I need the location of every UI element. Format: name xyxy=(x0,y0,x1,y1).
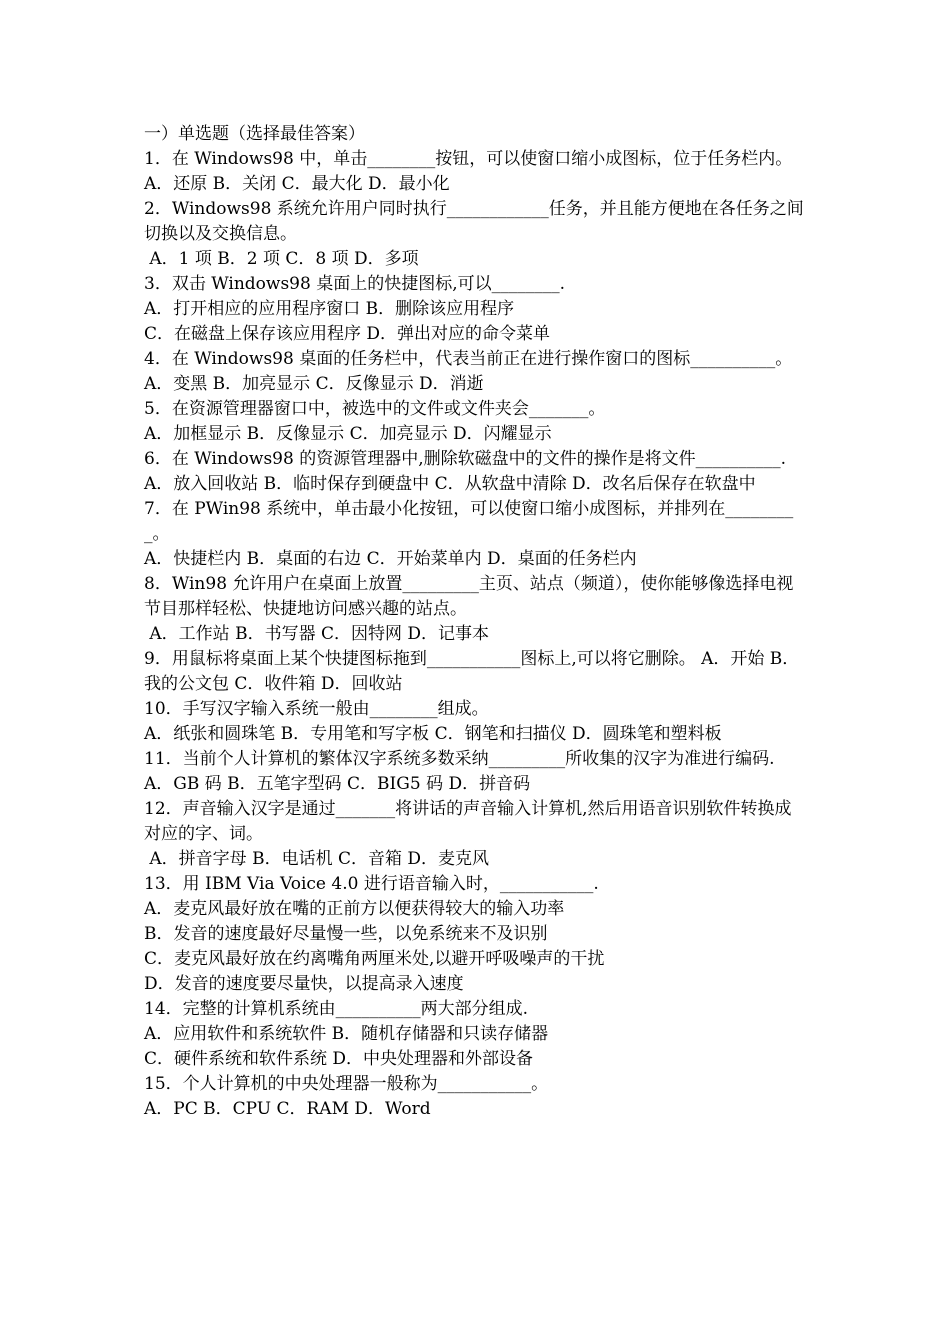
question-1-options: A．还原 B．关闭 C．最大化 D．最小化 xyxy=(144,174,450,194)
question-2-options: A．1 项 B．2 项 C．8 项 D．多项 xyxy=(144,249,419,269)
question-7: 7．在 PWin98 系统中，单击最小化按钮，可以使窗口缩小成图标，并排列在_________。 xyxy=(144,499,794,544)
question-7-options: A．快捷栏内 B．桌面的右边 C．开始菜单内 D．桌面的任务栏内 xyxy=(144,549,637,569)
document-body xyxy=(144,122,808,1122)
question-10-options: A．纸张和圆珠笔 B．专用笔和写字板 C．钢笔和扫描仪 D．圆珠笔和塑料板 xyxy=(144,724,722,744)
question-13-option-d: D．发音的速度要尽量快，以提高录入速度 xyxy=(144,974,464,994)
question-12-options: A．拼音字母 B．电话机 C．音箱 D．麦克风 xyxy=(144,849,490,869)
question-4: 4．在 Windows98 桌面的任务栏中，代表当前正在进行操作窗口的图标__________。 xyxy=(144,349,793,369)
question-1: 1．在 Windows98 中，单击________按钮，可以使窗口缩小成图标，位于任务栏内。 xyxy=(144,149,793,169)
question-5-options: A．加框显示 B．反像显示 C．加亮显示 D．闪耀显示 xyxy=(144,424,552,444)
question-14-options-cd: C．硬件系统和软件系统 D．中央处理器和外部设备 xyxy=(144,1049,534,1069)
question-14-options-ab: A．应用软件和系统软件 B．随机存储器和只读存储器 xyxy=(144,1024,549,1044)
question-15: 15．个人计算机的中央处理器一般称为___________。 xyxy=(144,1074,549,1094)
question-10: 10．手写汉字输入系统一般由________组成。 xyxy=(144,699,489,719)
question-12: 12．声音输入汉字是通过_______将讲话的声音输入计算机,然后用语音识别软件转换成对应的字、词。 xyxy=(144,799,792,844)
section-heading: 一）单选题（选择最佳答案） xyxy=(144,124,365,144)
question-3: 3．双击 Windows98 桌面上的快捷图标,可以________. xyxy=(144,274,566,294)
question-5: 5．在资源管理器窗口中，被选中的文件或文件夹会_______。 xyxy=(144,399,606,419)
question-6: 6．在 Windows98 的资源管理器中,删除软磁盘中的文件的操作是将文件__________. xyxy=(144,449,787,469)
question-3-options-cd: C．在磁盘上保存该应用程序 D．弹出对应的命令菜单 xyxy=(144,324,551,344)
question-13: 13．用 IBM Via Voice 4.0 进行语音输入时，___________. xyxy=(144,874,599,894)
question-6-options: A．放入回收站 B．临时保存到硬盘中 C．从软盘中清除 D．改名后保存在软盘中 xyxy=(144,474,756,494)
question-4-options: A．变黑 B．加亮显示 C．反像显示 D．消逝 xyxy=(144,374,484,394)
question-11: 11．当前个人计算机的繁体汉字系统多数采纳_________所收集的汉字为准进行编码. A．GB 码 B．五笔字型码 C．BIG5 码 D．拼音码 xyxy=(144,749,780,794)
question-15-options: A．PC B．CPU C．RAM D．Word xyxy=(144,1099,431,1119)
question-3-options-ab: A．打开相应的应用程序窗口 B．删除该应用程序 xyxy=(144,299,515,319)
question-13-option-a: A．麦克风最好放在嘴的正前方以便获得较大的输入功率 xyxy=(144,899,565,919)
question-8: 8．Win98 允许用户在桌面上放置_________主页、站点（频道），使你能够像选择电视节目那样轻松、快捷地访问感兴趣的站点。 xyxy=(144,574,794,619)
question-8-options: A．工作站 B．书写器 C．因特网 D．记事本 xyxy=(144,624,490,644)
question-13-option-b: B．发音的速度最好尽量慢一些，以免系统来不及识别 xyxy=(144,924,548,944)
question-14: 14．完整的计算机系统由__________两大部分组成. xyxy=(144,999,529,1019)
question-2: 2．Windows98 系统允许用户同时执行____________任务，并且能方便地在各任务之间切换以及交换信息。 xyxy=(144,199,804,244)
question-13-option-c: C．麦克风最好放在约离嘴角两厘米处,以避开呼吸噪声的干扰 xyxy=(144,949,605,969)
question-9: 9．用鼠标将桌面上某个快捷图标拖到___________图标上,可以将它删除。 A．开始 B．我的公文包 C．收件箱 D．回收站 xyxy=(144,649,800,694)
